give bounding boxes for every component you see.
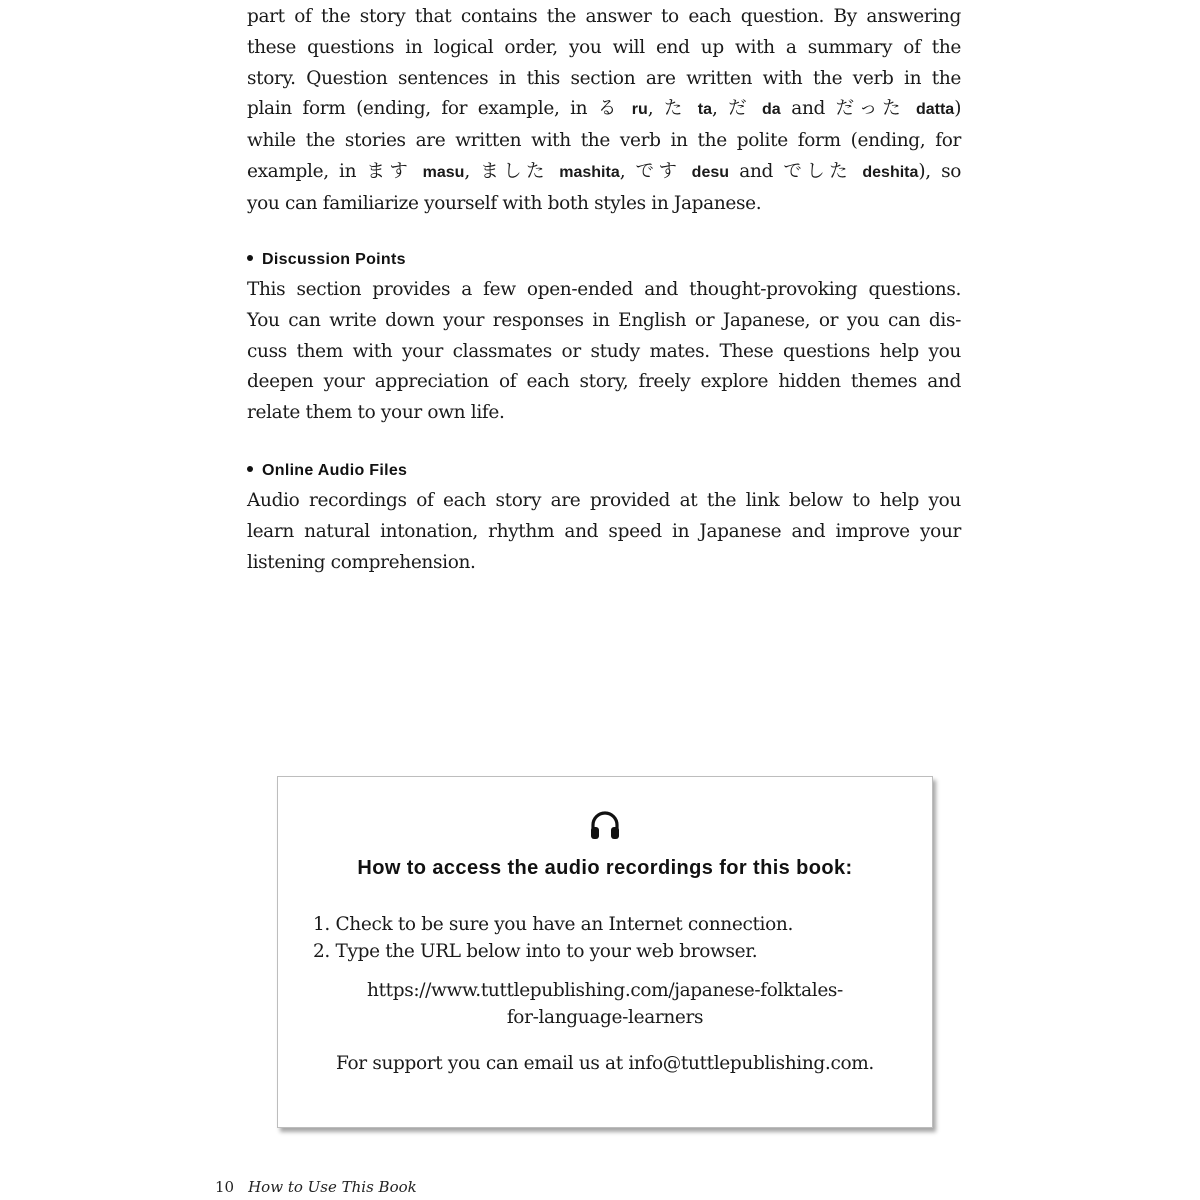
romaji-term: deshita [862, 163, 919, 181]
text-run: , [647, 98, 664, 120]
paragraph-line [247, 94, 961, 126]
audio-step-2: 2. Type the URL below into to your web browser. [313, 941, 758, 962]
text-run: example, in [247, 160, 367, 182]
support-email-text: For support you can email us at info@tuttlepublishing.com. [336, 1053, 874, 1074]
japanese-term: でした [783, 160, 853, 182]
paragraph-line [247, 189, 961, 220]
text-run [687, 98, 698, 119]
japanese-term: ます [366, 160, 413, 182]
japanese-term: ました [480, 160, 549, 182]
romaji-term: desu [691, 163, 730, 181]
discussion-points-heading [247, 251, 406, 269]
text-run [852, 161, 862, 182]
romaji-term: da [761, 101, 781, 119]
paragraph-line: Audio recordings of each story are provided at the link below to help you [247, 490, 961, 511]
paragraph-line [247, 64, 961, 95]
romaji-term: masu [422, 163, 465, 181]
discussion-points-paragraph [247, 275, 961, 429]
bullet-icon [247, 255, 253, 261]
text-run [621, 98, 632, 119]
text-run: , [619, 160, 636, 182]
text-run: story. Question sentences in this section are written with the verb in the [247, 67, 961, 89]
audio-access-box [277, 776, 933, 1128]
paragraph-line: listening comprehension. [247, 551, 476, 573]
audio-box-title: How to access the audio recordings for this book: [357, 857, 853, 879]
audio-steps-list [313, 911, 793, 965]
online-audio-title: Online Audio Files [262, 462, 408, 479]
online-audio-paragraph [247, 486, 961, 578]
text-run: , [464, 160, 481, 182]
text-run: , [711, 98, 729, 120]
paragraph-line: relate them to your own life. [247, 402, 505, 424]
paragraph-line: learn natural intonation, rhythm and speed in Japanese and improve your [247, 520, 961, 542]
paragraph-line [247, 33, 961, 64]
paragraph-line [247, 157, 961, 189]
text-run [549, 161, 559, 182]
bullet-icon [247, 466, 253, 472]
japanese-term: だった [835, 98, 906, 120]
audio-url-line-1[interactable]: https://www.tuttlepublishing.com/japanese-folktales- [367, 980, 843, 1001]
page-number: 10 [215, 1178, 235, 1196]
text-run [412, 161, 422, 182]
romaji-term: ta [697, 101, 712, 119]
text-run [681, 161, 691, 182]
text-run: while the stories are written with the verb in the polite form (ending, for [247, 130, 961, 152]
headphones-icon [588, 808, 622, 842]
romaji-term: datta [915, 101, 955, 119]
page-footer [215, 1178, 417, 1196]
text-run [751, 98, 762, 119]
paragraph-line [247, 2, 961, 33]
running-head: How to Use This Book [248, 1178, 417, 1196]
text-run: and [780, 98, 836, 120]
japanese-term: だ [728, 98, 752, 120]
audio-step-1: 1. Check to be sure you have an Internet connection. [313, 914, 793, 935]
japanese-term: る [597, 98, 622, 120]
text-run: and [729, 160, 784, 182]
text-run: ) [954, 98, 962, 120]
online-audio-heading [247, 462, 407, 480]
text-run: ), so [918, 160, 962, 182]
text-run: you can familiarize yourself with both styles in Japanese. [247, 192, 762, 214]
paragraph-line: deepen your appreciation of each story, freely explore hidden themes and [247, 371, 961, 393]
japanese-term: です [635, 160, 682, 182]
text-run: plain form (ending, for example, in [247, 98, 598, 120]
text-run [905, 98, 916, 119]
audio-url-line-2[interactable]: for-language-learners [506, 1007, 704, 1028]
romaji-term: ru [631, 101, 648, 119]
discussion-points-title: Discussion Points [262, 251, 406, 268]
paragraph-line: You can write down your responses in English or Japanese, or you can dis- [247, 309, 961, 331]
japanese-term: た [663, 98, 688, 120]
paragraph-line: This section provides a few open-ended and thought-provoking questions. [247, 279, 961, 300]
text-run: these questions in logical order, you will end up with a summary of the [247, 36, 961, 58]
paragraph-line: cuss them with your classmates or study mates. These questions help you [247, 340, 961, 362]
paragraph-line [247, 126, 961, 157]
romaji-term: mashita [559, 163, 620, 181]
intro-paragraph [247, 2, 961, 220]
text-run: part of the story that contains the answer to each question. By answering [247, 6, 961, 27]
audio-url[interactable] [278, 977, 932, 1031]
